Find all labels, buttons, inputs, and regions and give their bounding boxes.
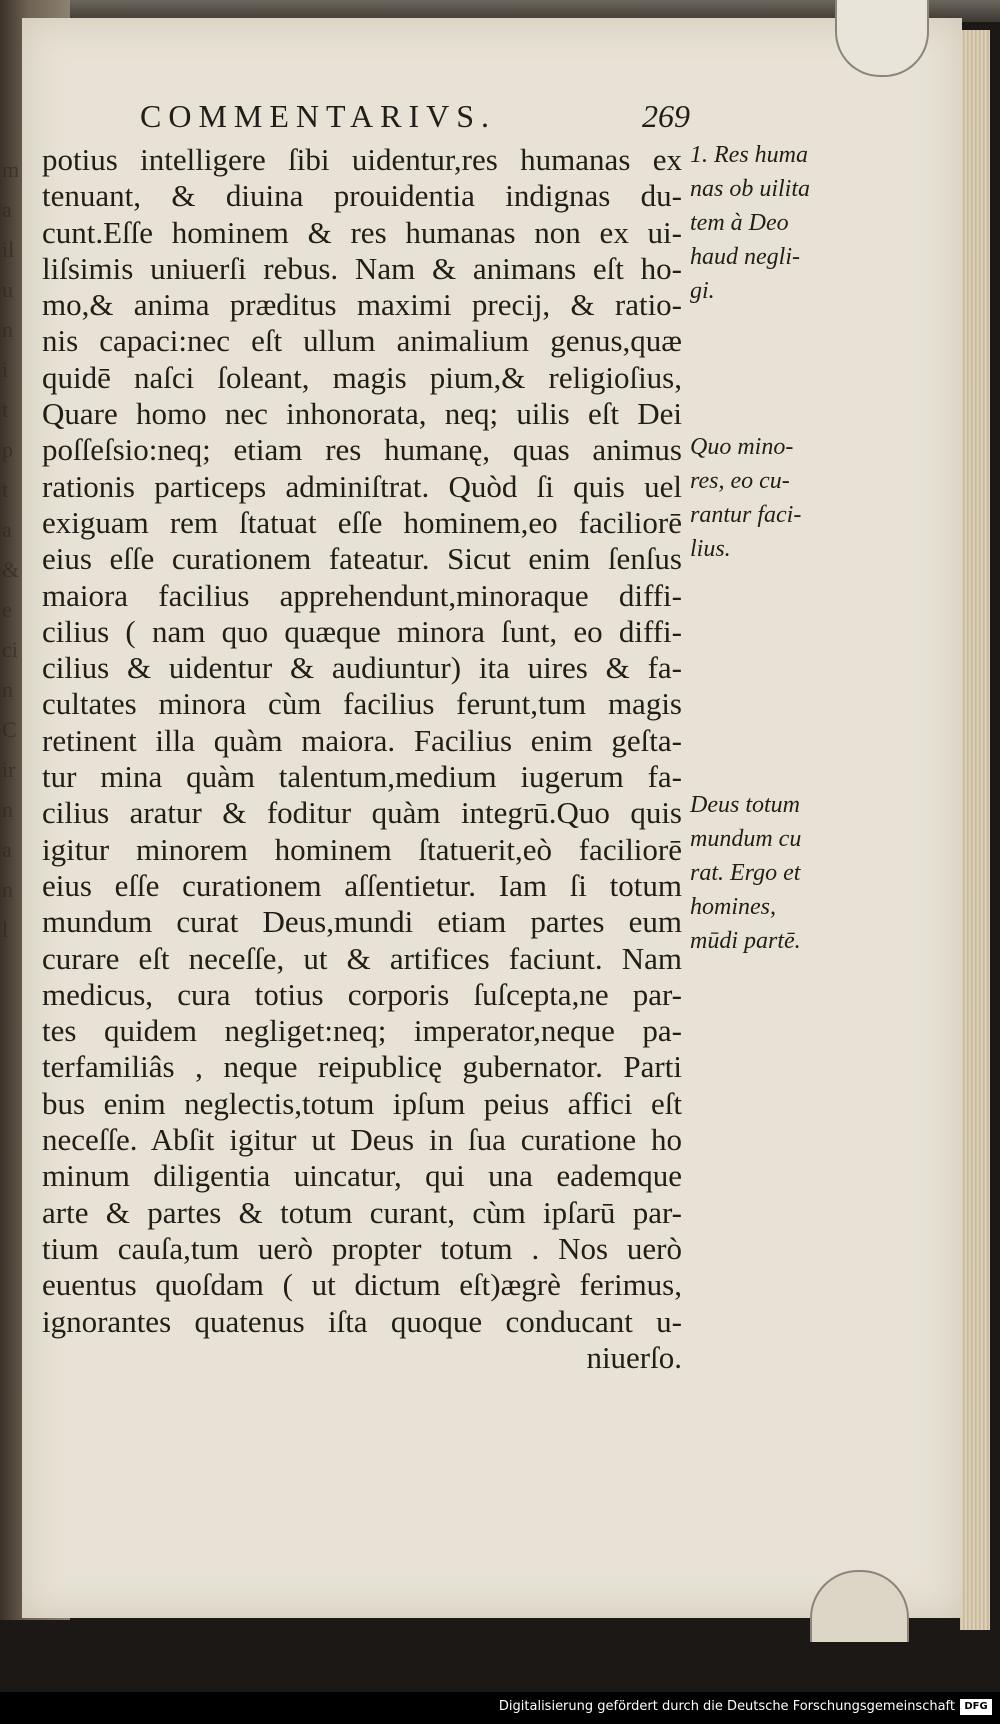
facing-page-letter: t: [2, 397, 9, 422]
marginal-note-2: [690, 430, 830, 566]
text-line: terfamiliâs , neque reipublicę gubernator. Parti: [42, 1049, 682, 1085]
text-line: retinent illa quàm maiora. Facilius enim geſta-: [42, 722, 682, 758]
text-line: cilius aratur & foditur quàm integrū.Quo quis: [42, 795, 682, 831]
facing-page-letter: n: [2, 677, 13, 702]
text-line: nis capaci:nec eſt ullum animalium genus,quæ: [42, 323, 682, 359]
marginal-note-line: homines,: [690, 894, 776, 920]
text-line: mo,& anima præditus maximi precij, & ratio-: [42, 287, 682, 323]
text-line: mundum curat Deus,mundi etiam partes eum: [42, 904, 682, 940]
marginal-note-line: res, eo cu-: [690, 468, 790, 494]
facing-page-letter: ci: [2, 637, 18, 662]
main-text: [42, 142, 682, 1376]
facing-page-letter: n: [2, 797, 13, 822]
text-line: minum diligentia uincatur, qui una eademque: [42, 1158, 682, 1194]
marginal-note-line: haud negli-: [690, 244, 800, 270]
facing-page-letter: a: [2, 197, 12, 222]
marginal-note-line: tem à Deo: [690, 210, 789, 236]
facing-page-letter: a: [2, 837, 12, 862]
marginal-note-line: rat. Ergo et: [690, 860, 801, 886]
text-line: tur mina quàm talentum,medium iugerum fa-: [42, 759, 682, 795]
facing-page-letter: e: [2, 597, 12, 622]
facing-page-letter: il: [2, 237, 15, 262]
marginal-note-line: Quo mino-: [690, 434, 794, 460]
facing-page-letter: u: [2, 277, 13, 302]
text-line: liſsimis uniuerſi rebus. Nam & animans eſt ho-: [42, 250, 682, 286]
page-header: [140, 98, 690, 138]
text-line: arte & partes & totum curant, cùm ipſarū par-: [42, 1194, 682, 1230]
marginal-note-line: gi.: [690, 278, 715, 304]
facing-page-letter: m: [2, 157, 20, 182]
text-line: eius eſſe curationem fateatur. Sicut enim ſenſus: [42, 541, 682, 577]
facing-page-letter: i: [2, 357, 9, 382]
text-line: maiora facilius apprehendunt,minoraque diffi-: [42, 577, 682, 613]
marginal-note-line: mūdi partē.: [690, 928, 801, 954]
facing-page-letter: p: [2, 437, 13, 462]
facing-page-letter: n: [2, 317, 13, 342]
text-line: neceſſe. Abſit igitur ut Deus in ſua curatione ho: [42, 1122, 682, 1158]
text-line: exiguam rem ſtatuat eſſe hominem,eo faciliorē: [42, 504, 682, 540]
marginal-note-3: [690, 788, 830, 958]
text-line: ignorantes quatenus iſta quoque conducant u-: [42, 1303, 682, 1339]
text-line: cunt.Eſſe hominem & res humanas non ex ui-: [42, 214, 682, 250]
marginal-note-1: [690, 138, 830, 308]
text-line: cilius ( nam quo quæque minora ſunt, eo diffi-: [42, 613, 682, 649]
text-line: igitur minorem hominem ſtatuerit,eò faciliorē: [42, 831, 682, 867]
marginal-note-line: lius.: [690, 536, 731, 562]
text-line: poſſeſsio:neq; etiam res humanę, quas animus: [42, 432, 682, 468]
marginal-note-line: Deus totum: [690, 792, 800, 818]
text-line: euentus quoſdam ( ut dictum eſt)ægrè ferimus,: [42, 1267, 682, 1303]
text-line: tes quidem negliget:neq; imperator,neque pa-: [42, 1013, 682, 1049]
digitization-footer: [0, 1692, 1000, 1724]
dfg-logo: DFG: [960, 1699, 992, 1715]
text-line: medicus, cura totius corporis ſuſcepta,ne par-: [42, 976, 682, 1012]
text-line: cilius & uidentur & audiuntur) ita uires & fa-: [42, 650, 682, 686]
facing-page-letter: l: [2, 917, 9, 942]
page-stack-edge: [960, 30, 990, 1630]
marginal-note-line: nas ob uilita: [690, 176, 811, 202]
facing-page-letter: C: [2, 717, 17, 742]
text-line: tium cauſa,tum uerò propter totum . Nos uerò: [42, 1230, 682, 1266]
marginal-note-line: mundum cu: [690, 826, 802, 852]
text-line: cultates minora cùm facilius ferunt,tum magis: [42, 686, 682, 722]
facing-page-letter: &: [2, 557, 20, 582]
text-line: niuerſo.: [586, 1339, 682, 1375]
text-line: rationis particeps adminiſtrat. Quòd ſi quis uel: [42, 468, 682, 504]
text-line: bus enim neglectis,totum ipſum peius affici eſt: [42, 1085, 682, 1121]
facing-page-letter: t: [2, 477, 9, 502]
text-line: eius eſſe curationem aſſentietur. Iam ſi totum: [42, 867, 682, 903]
text-line: curare eſt neceſſe, ut & artifices faciunt. Nam: [42, 940, 682, 976]
page-number: 269: [642, 98, 690, 134]
text-line: tenuant, & diuina prouidentia indignas du-: [42, 178, 682, 214]
text-line: potius intelligere ſibi uidentur,res humanas ex: [42, 142, 682, 177]
marginal-note-line: 1. Res huma: [690, 142, 808, 168]
marginal-note-line: rantur faci-: [690, 502, 802, 528]
footer-credit: Digitalisierung gefördert durch die Deutsche Forschungsgemeinschaft: [498, 1699, 955, 1714]
text-line: quidē naſci ſoleant, magis pium,& religioſius,: [42, 359, 682, 395]
text-line: Quare homo nec inhonorata, neq; uilis eſt Dei: [42, 396, 682, 432]
facing-page-letter: a: [2, 517, 12, 542]
facing-page-letter: n: [2, 877, 13, 902]
facing-page-letter: ir: [2, 757, 16, 782]
running-title: COMMENTARIVS.: [140, 98, 497, 134]
